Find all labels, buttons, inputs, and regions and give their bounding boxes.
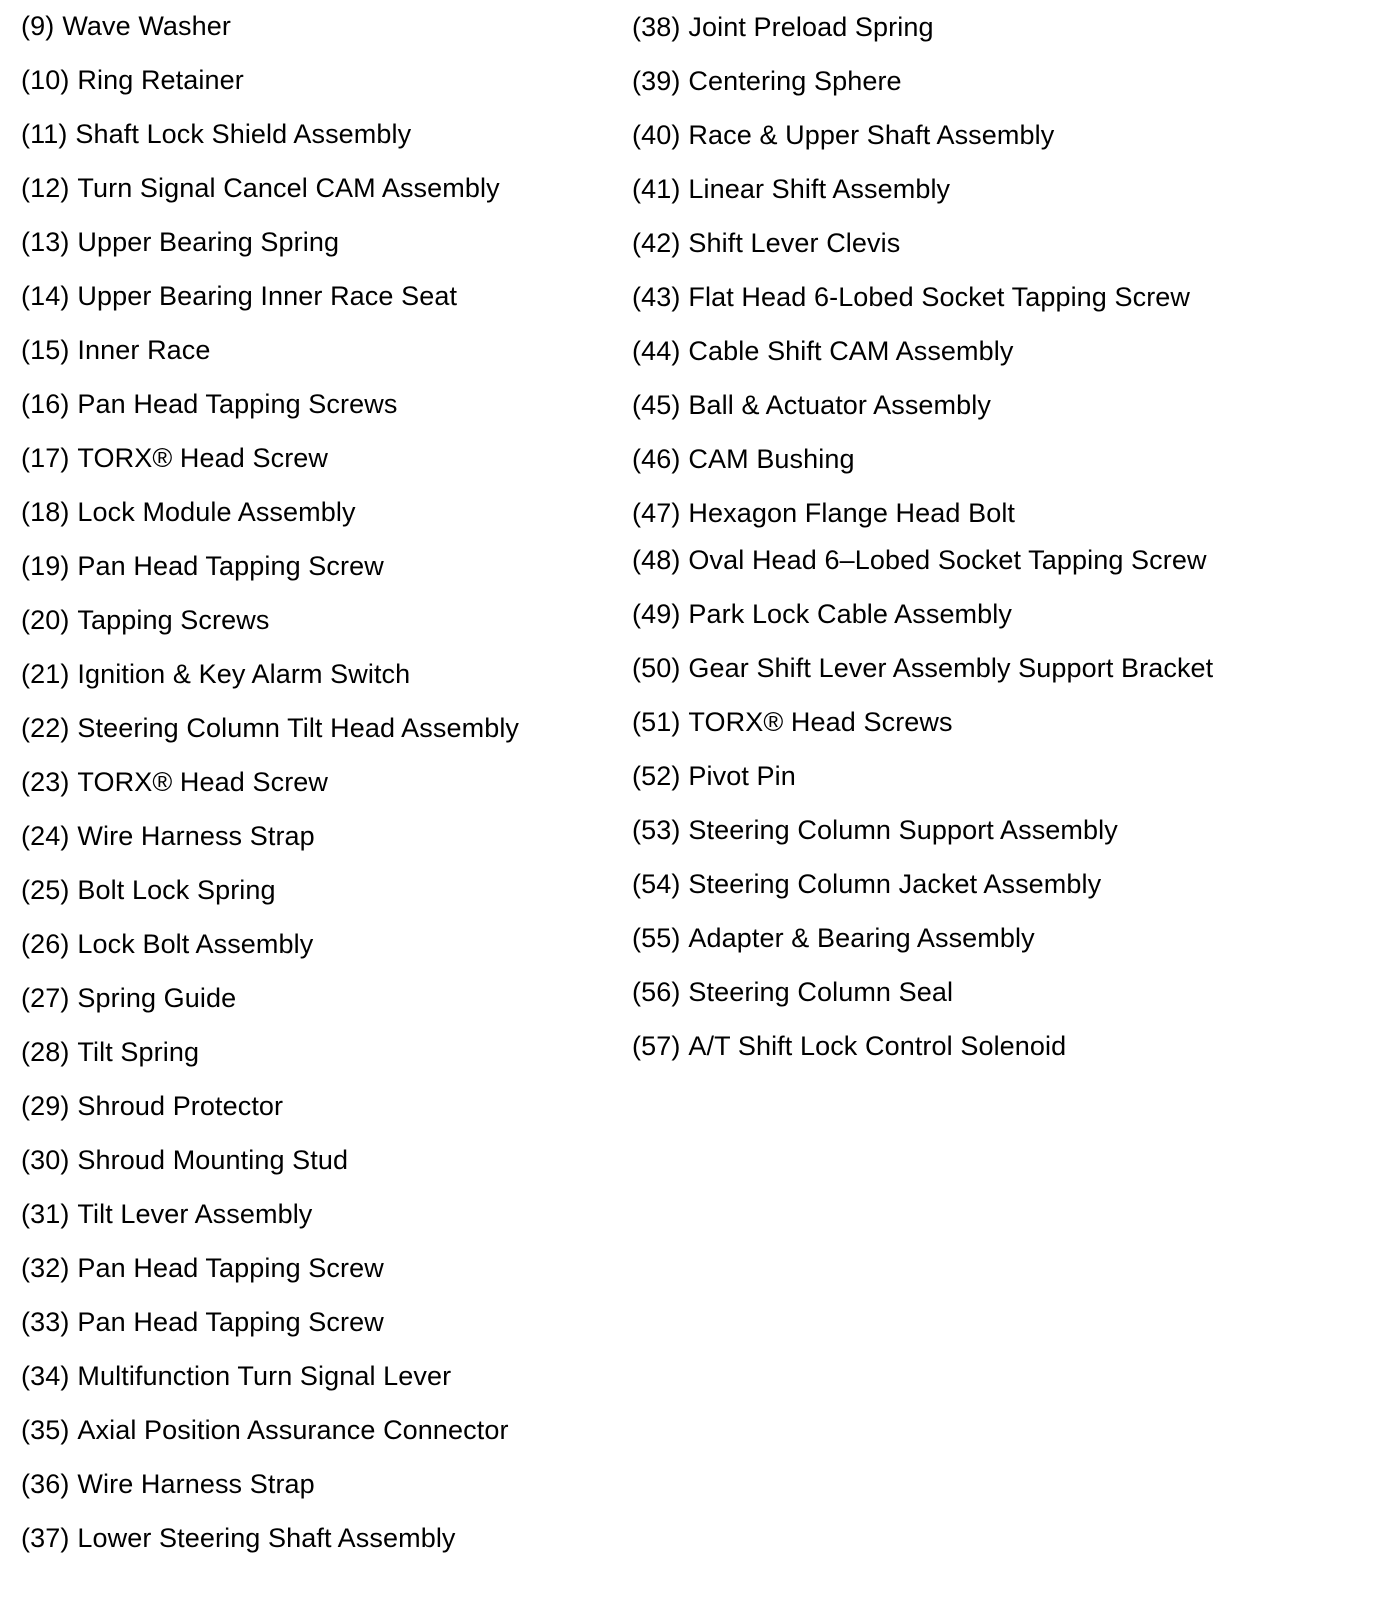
- part-number: (37): [21, 1523, 70, 1553]
- part-number: (49): [632, 599, 681, 629]
- parts-list-item: [632, 760, 796, 792]
- part-number: (35): [21, 1415, 70, 1445]
- parts-list-item: [21, 604, 269, 636]
- part-name: CAM Bushing: [688, 444, 855, 474]
- parts-list-item: [21, 1198, 312, 1230]
- part-name: Pivot Pin: [688, 761, 796, 791]
- part-number: (20): [21, 605, 70, 635]
- parts-list-item: [21, 1522, 456, 1554]
- parts-list-item: [21, 1252, 384, 1284]
- parts-list-item: [21, 64, 244, 96]
- parts-list-item: [21, 1090, 283, 1122]
- part-number: (50): [632, 653, 681, 683]
- part-name: Lower Steering Shaft Assembly: [77, 1523, 456, 1553]
- part-number: (32): [21, 1253, 70, 1283]
- parts-list-item: [632, 922, 1035, 954]
- part-name: Shroud Mounting Stud: [77, 1145, 349, 1175]
- part-name: Lock Module Assembly: [77, 497, 356, 527]
- parts-list-item: [632, 119, 1054, 151]
- part-name: Oval Head 6–Lobed Socket Tapping Screw: [688, 545, 1207, 575]
- part-number: (34): [21, 1361, 70, 1391]
- parts-list-item: [21, 1414, 509, 1446]
- parts-list-item: [632, 706, 953, 738]
- part-number: (18): [21, 497, 70, 527]
- part-number: (21): [21, 659, 70, 689]
- part-number: (19): [21, 551, 70, 581]
- part-name: Shroud Protector: [77, 1091, 284, 1121]
- part-name: TORX® Head Screw: [77, 767, 328, 797]
- part-number: (26): [21, 929, 70, 959]
- part-name: Tilt Lever Assembly: [77, 1199, 313, 1229]
- part-name: Turn Signal Cancel CAM Assembly: [77, 173, 500, 203]
- part-number: (38): [632, 12, 681, 42]
- part-name: Park Lock Cable Assembly: [688, 599, 1012, 629]
- parts-list-item: [21, 712, 519, 744]
- part-number: (25): [21, 875, 70, 905]
- part-number: (47): [632, 498, 681, 528]
- parts-list-item: [632, 443, 855, 475]
- parts-list-item: [632, 11, 934, 43]
- part-number: (14): [21, 281, 70, 311]
- part-number: (23): [21, 767, 70, 797]
- part-number: (41): [632, 174, 681, 204]
- part-number: (11): [21, 119, 68, 149]
- part-number: (16): [21, 389, 70, 419]
- parts-list-item: [21, 1144, 348, 1176]
- part-number: (12): [21, 173, 70, 203]
- part-name: Shaft Lock Shield Assembly: [75, 119, 412, 149]
- parts-list-item: [632, 281, 1190, 313]
- part-name: Pan Head Tapping Screw: [77, 551, 384, 581]
- part-name: Upper Bearing Spring: [77, 227, 340, 257]
- part-number: (17): [21, 443, 70, 473]
- parts-list-item: [21, 226, 339, 258]
- parts-list-item: [21, 1306, 384, 1338]
- part-name: Ignition & Key Alarm Switch: [77, 659, 411, 689]
- part-number: (22): [21, 713, 70, 743]
- part-number: (10): [21, 65, 70, 95]
- part-name: Wire Harness Strap: [77, 821, 315, 851]
- part-number: (29): [21, 1091, 70, 1121]
- part-number: (40): [632, 120, 681, 150]
- part-name: Wire Harness Strap: [77, 1469, 315, 1499]
- parts-list-item: [21, 334, 211, 366]
- part-name: Ball & Actuator Assembly: [688, 390, 991, 420]
- part-name: Spring Guide: [77, 983, 237, 1013]
- part-name: Adapter & Bearing Assembly: [688, 923, 1035, 953]
- part-number: (31): [21, 1199, 70, 1229]
- part-name: Steering Column Jacket Assembly: [688, 869, 1102, 899]
- part-number: (46): [632, 444, 681, 474]
- parts-list-item: [21, 928, 313, 960]
- part-number: (54): [632, 869, 681, 899]
- parts-list-item: [632, 544, 1207, 576]
- parts-list-item: [21, 874, 276, 906]
- parts-list-item: [21, 1036, 199, 1068]
- parts-list-item: [21, 658, 410, 690]
- part-number: (57): [632, 1031, 681, 1061]
- part-number: (43): [632, 282, 681, 312]
- parts-list-item: [21, 172, 500, 204]
- part-name: Inner Race: [77, 335, 211, 365]
- parts-list-item: [21, 820, 315, 852]
- parts-list-item: [21, 280, 457, 312]
- part-name: Bolt Lock Spring: [77, 875, 276, 905]
- parts-list-item: [21, 442, 328, 474]
- part-number: (51): [632, 707, 681, 737]
- part-number: (39): [632, 66, 681, 96]
- part-number: (55): [632, 923, 681, 953]
- parts-list-item: [632, 598, 1012, 630]
- part-name: Pan Head Tapping Screws: [77, 389, 398, 419]
- parts-list-item: [21, 118, 411, 150]
- part-number: (42): [632, 228, 681, 258]
- parts-list-item: [21, 550, 384, 582]
- part-name: Linear Shift Assembly: [688, 174, 951, 204]
- part-number: (56): [632, 977, 681, 1007]
- parts-list-item: [632, 814, 1118, 846]
- part-name: Pan Head Tapping Screw: [77, 1307, 384, 1337]
- part-name: TORX® Head Screws: [688, 707, 953, 737]
- part-number: (13): [21, 227, 70, 257]
- part-name: TORX® Head Screw: [77, 443, 328, 473]
- part-name: Tapping Screws: [77, 605, 270, 635]
- part-name: Centering Sphere: [688, 66, 902, 96]
- part-name: Flat Head 6-Lobed Socket Tapping Screw: [688, 282, 1191, 312]
- parts-list-item: [632, 389, 991, 421]
- part-name: Cable Shift CAM Assembly: [688, 336, 1014, 366]
- part-number: (27): [21, 983, 70, 1013]
- part-name: Steering Column Support Assembly: [688, 815, 1118, 845]
- parts-list-item: [632, 173, 950, 205]
- parts-list-item: [632, 227, 900, 259]
- part-name: Steering Column Tilt Head Assembly: [77, 713, 520, 743]
- part-number: (48): [632, 545, 681, 575]
- part-name: Steering Column Seal: [688, 977, 954, 1007]
- part-number: (15): [21, 335, 70, 365]
- parts-list-item: [21, 10, 231, 42]
- parts-list-item: [21, 388, 397, 420]
- part-name: Race & Upper Shaft Assembly: [688, 120, 1055, 150]
- part-number: (28): [21, 1037, 70, 1067]
- part-name: A/T Shift Lock Control Solenoid: [688, 1031, 1067, 1061]
- part-number: (33): [21, 1307, 70, 1337]
- parts-list-item: [21, 1360, 451, 1392]
- part-number: (45): [632, 390, 681, 420]
- parts-list-item: [632, 976, 953, 1008]
- part-name: Axial Position Assurance Connector: [77, 1415, 509, 1445]
- parts-list-item: [632, 497, 1015, 529]
- part-number: (53): [632, 815, 681, 845]
- parts-list-item: [632, 1030, 1066, 1062]
- part-name: Ring Retainer: [77, 65, 244, 95]
- parts-list-item: [632, 868, 1101, 900]
- parts-list-item: [21, 982, 236, 1014]
- parts-list-item: [632, 65, 902, 97]
- part-name: Joint Preload Spring: [688, 12, 934, 42]
- part-name: Shift Lever Clevis: [688, 228, 901, 258]
- part-number: (30): [21, 1145, 70, 1175]
- part-number: (36): [21, 1469, 70, 1499]
- part-name: Tilt Spring: [77, 1037, 200, 1067]
- parts-list-item: [632, 652, 1213, 684]
- parts-list-item: [21, 766, 328, 798]
- part-name: Pan Head Tapping Screw: [77, 1253, 384, 1283]
- part-number: (44): [632, 336, 681, 366]
- part-name: Hexagon Flange Head Bolt: [688, 498, 1016, 528]
- part-number: (52): [632, 761, 681, 791]
- part-name: Upper Bearing Inner Race Seat: [77, 281, 458, 311]
- part-number: (24): [21, 821, 70, 851]
- parts-list-item: [21, 1468, 315, 1500]
- parts-list-item: [632, 335, 1013, 367]
- part-name: Gear Shift Lever Assembly Support Bracket: [688, 653, 1214, 683]
- part-name: Multifunction Turn Signal Lever: [77, 1361, 452, 1391]
- part-number: (9): [21, 11, 55, 41]
- parts-list-item: [21, 496, 356, 528]
- part-name: Wave Washer: [62, 11, 231, 41]
- part-name: Lock Bolt Assembly: [77, 929, 314, 959]
